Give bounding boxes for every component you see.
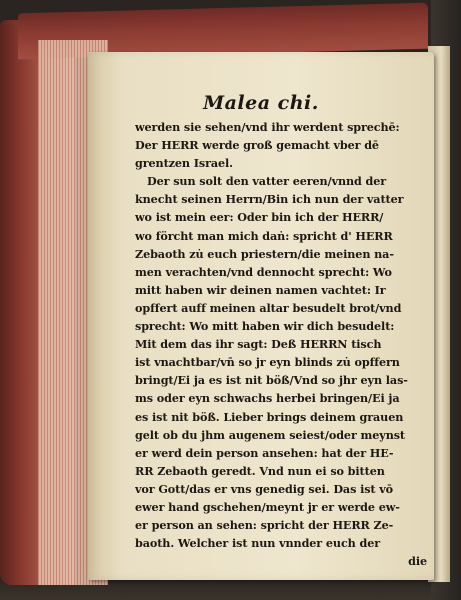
text-line: grentzen Israel.	[135, 156, 233, 171]
text-line: Mit dem das ihr sagt: Deß HERRN tisch	[135, 337, 382, 352]
text-line: werden sie sehen/vnd ihr werdent sprechē:	[135, 120, 400, 134]
page-text	[135, 118, 431, 570]
page-heading: Malea chi.	[203, 92, 319, 114]
text-line: opffert auff meinen altar besudelt brot/vnd	[135, 300, 402, 315]
text-line: knecht seinen Herrn/Bin ich nun der vatter	[135, 192, 404, 207]
text-line: bringt/Ei ja es ist nit böß/Vnd so jhr eyn las-	[135, 373, 408, 388]
book-page	[88, 52, 434, 580]
text-line: mitt haben wir deinen namen vachtet: Ir	[135, 282, 386, 297]
text-line: sprecht: Wo mitt haben wir dich besudelt:	[135, 319, 395, 334]
text-line: er person an sehen: spricht der HERR Ze-	[135, 518, 394, 533]
text-line: Der HERR werde groß gemacht vber dē	[135, 138, 379, 153]
catchword: die	[408, 554, 427, 569]
text-line: wo ist mein eer: Oder bin ich der HERR/	[135, 210, 384, 225]
text-line: baoth. Welcher ist nun vnnder euch der	[135, 536, 381, 551]
text-line: ms oder eyn schwachs herbei bringen/Ei ja	[135, 391, 400, 406]
text-line: es ist nit böß. Lieber brings deinem grauen	[135, 409, 404, 424]
text-line: wo förcht man mich daṅ: spricht d' HERR	[135, 228, 393, 243]
text-line: er werd dein person ansehen: hat der HE-	[135, 445, 394, 460]
text-line: ist vnachtbar/vn̄ so jr eyn blinds zu̇ opffern	[135, 355, 400, 370]
text-line: Der sun solt den vatter eeren/vnnd der	[147, 174, 387, 189]
text-line: men verachten/vnd dennocht sprecht: Wo	[135, 264, 392, 279]
text-line: vor Gott/das er vns genedig sei. Das ist vō	[135, 481, 394, 496]
text-line: Zebaoth zu̇ euch priestern/die meinen na-	[135, 246, 394, 261]
text-line: gelt ob du jhm augenem seiest/oder meynst	[135, 427, 405, 442]
text-line: RR Zebaoth geredt. Vnd nun ei so bitten	[135, 463, 385, 478]
text-line: ewer hand gschehen/meynt jr er werde ew-	[135, 499, 400, 514]
